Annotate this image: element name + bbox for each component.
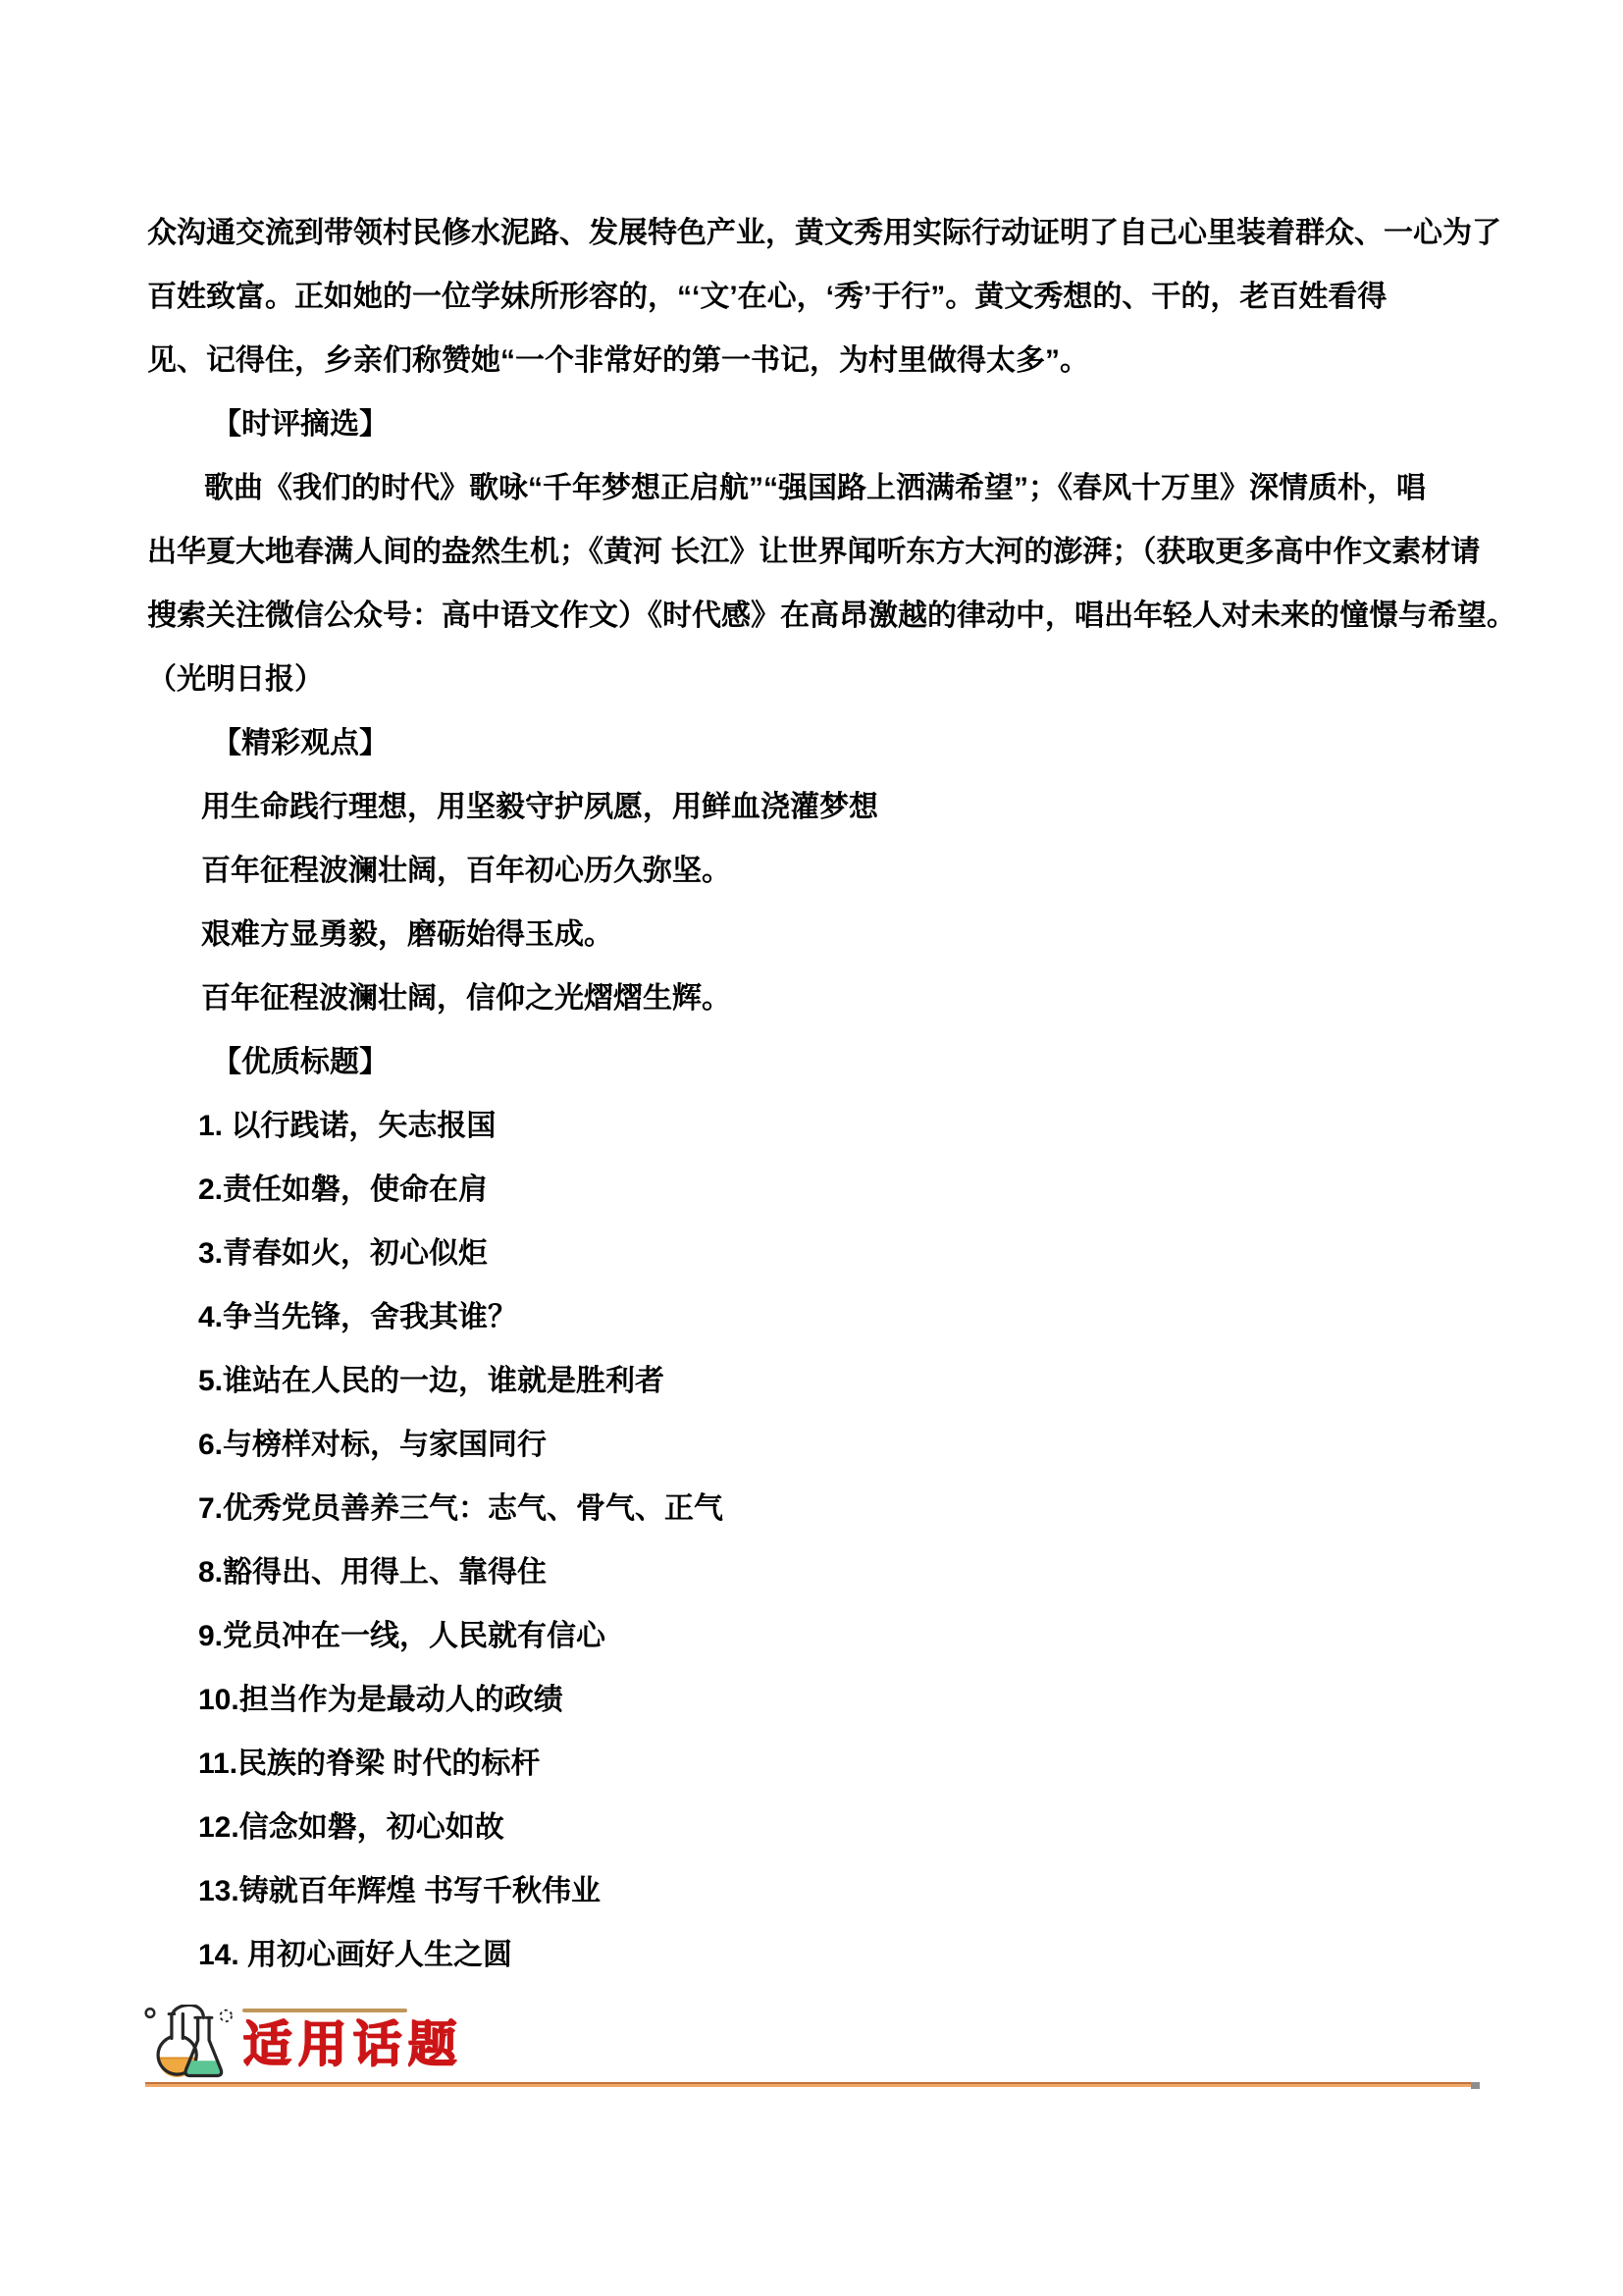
- title-list-item: 8.豁得出、用得上、靠得住: [198, 1556, 548, 1589]
- title-list-item: 10.担当作为是最动人的政绩: [198, 1684, 563, 1716]
- title-list-item: 7.优秀党员善养三气：志气、骨气、正气: [198, 1492, 724, 1525]
- paragraph-line: （光明日报）: [147, 663, 324, 696]
- section-heading-comments: 【时评摘选】: [212, 408, 389, 441]
- topic-banner: [147, 1987, 1482, 2100]
- viewpoint-line: 百年征程波澜壮阔，信仰之光熠熠生辉。: [201, 982, 731, 1015]
- banner-divider-line: [145, 2082, 1474, 2087]
- title-list-item: 1. 以行践诺，矢志报国: [198, 1110, 497, 1142]
- title-list-item: 6.与榜样对标，与家国同行: [198, 1429, 548, 1461]
- paragraph-line: 出华夏大地春满人间的盎然生机；《黄河 长江》让世界闻听东方大河的澎湃；（获取更多高中作文素材请: [147, 536, 1481, 568]
- title-list-item: 2.责任如磐，使命在肩: [198, 1174, 489, 1206]
- paragraph-line: 歌曲《我们的时代》歌咏“千年梦想正启航”“强国路上洒满希望”；《春风十万里》深情质朴，唱: [204, 472, 1426, 504]
- paragraph-line: 见、记得住，乡亲们称赞她“一个非常好的第一书记，为村里做得太多”。: [147, 344, 1089, 377]
- document-content: [147, 201, 1516, 2100]
- section-heading-titles: 【优质标题】: [212, 1046, 389, 1078]
- viewpoint-line: 艰难方显勇毅，磨砺始得玉成。: [201, 918, 613, 951]
- title-list-item: 3.青春如火，初心似炬: [198, 1237, 489, 1270]
- section-heading-viewpoints: 【精彩观点】: [212, 727, 389, 759]
- title-list-item: 5.谁站在人民的一边，谁就是胜利者: [198, 1365, 665, 1397]
- title-list-item: 4.争当先锋，舍我其谁？: [198, 1301, 518, 1333]
- viewpoint-line: 用生命践行理想，用坚毅守护夙愿，用鲜血浇灌梦想: [201, 791, 878, 823]
- title-list-item: 11.民族的脊梁 时代的标杆: [198, 1748, 541, 1780]
- title-list-item: 12.信念如磐，初心如故: [198, 1811, 504, 1844]
- paragraph-line: 众沟通交流到带领村民修水泥路、发展特色产业，黄文秀用实际行动证明了自己心里装着群众、一心为了: [147, 217, 1501, 249]
- paragraph-line: 搜索关注微信公众号：高中语文作文）《时代感》在高昂激越的律动中，唱出年轻人对未来的憧憬与希望。: [147, 600, 1516, 632]
- paragraph-line: 百姓致富。正如她的一位学妹所形容的，“‘文’在心，‘秀’于行”。黄文秀想的、干的，老百姓看得: [147, 281, 1387, 313]
- banner-title: 适用话题: [242, 2016, 462, 2071]
- banner-accent-line: [242, 2009, 407, 2012]
- title-list-item: 9.党员冲在一线，人民就有信心: [198, 1620, 606, 1652]
- viewpoint-line: 百年征程波澜壮阔，百年初心历久弥坚。: [201, 855, 731, 887]
- title-list-item: 14. 用初心画好人生之圆: [198, 1939, 513, 1971]
- chemistry-flasks-icon: [143, 2005, 237, 2087]
- title-list-item: 13.铸就百年辉煌 书写千秋伟业: [198, 1875, 602, 1907]
- divider-end-nub: [1471, 2082, 1480, 2089]
